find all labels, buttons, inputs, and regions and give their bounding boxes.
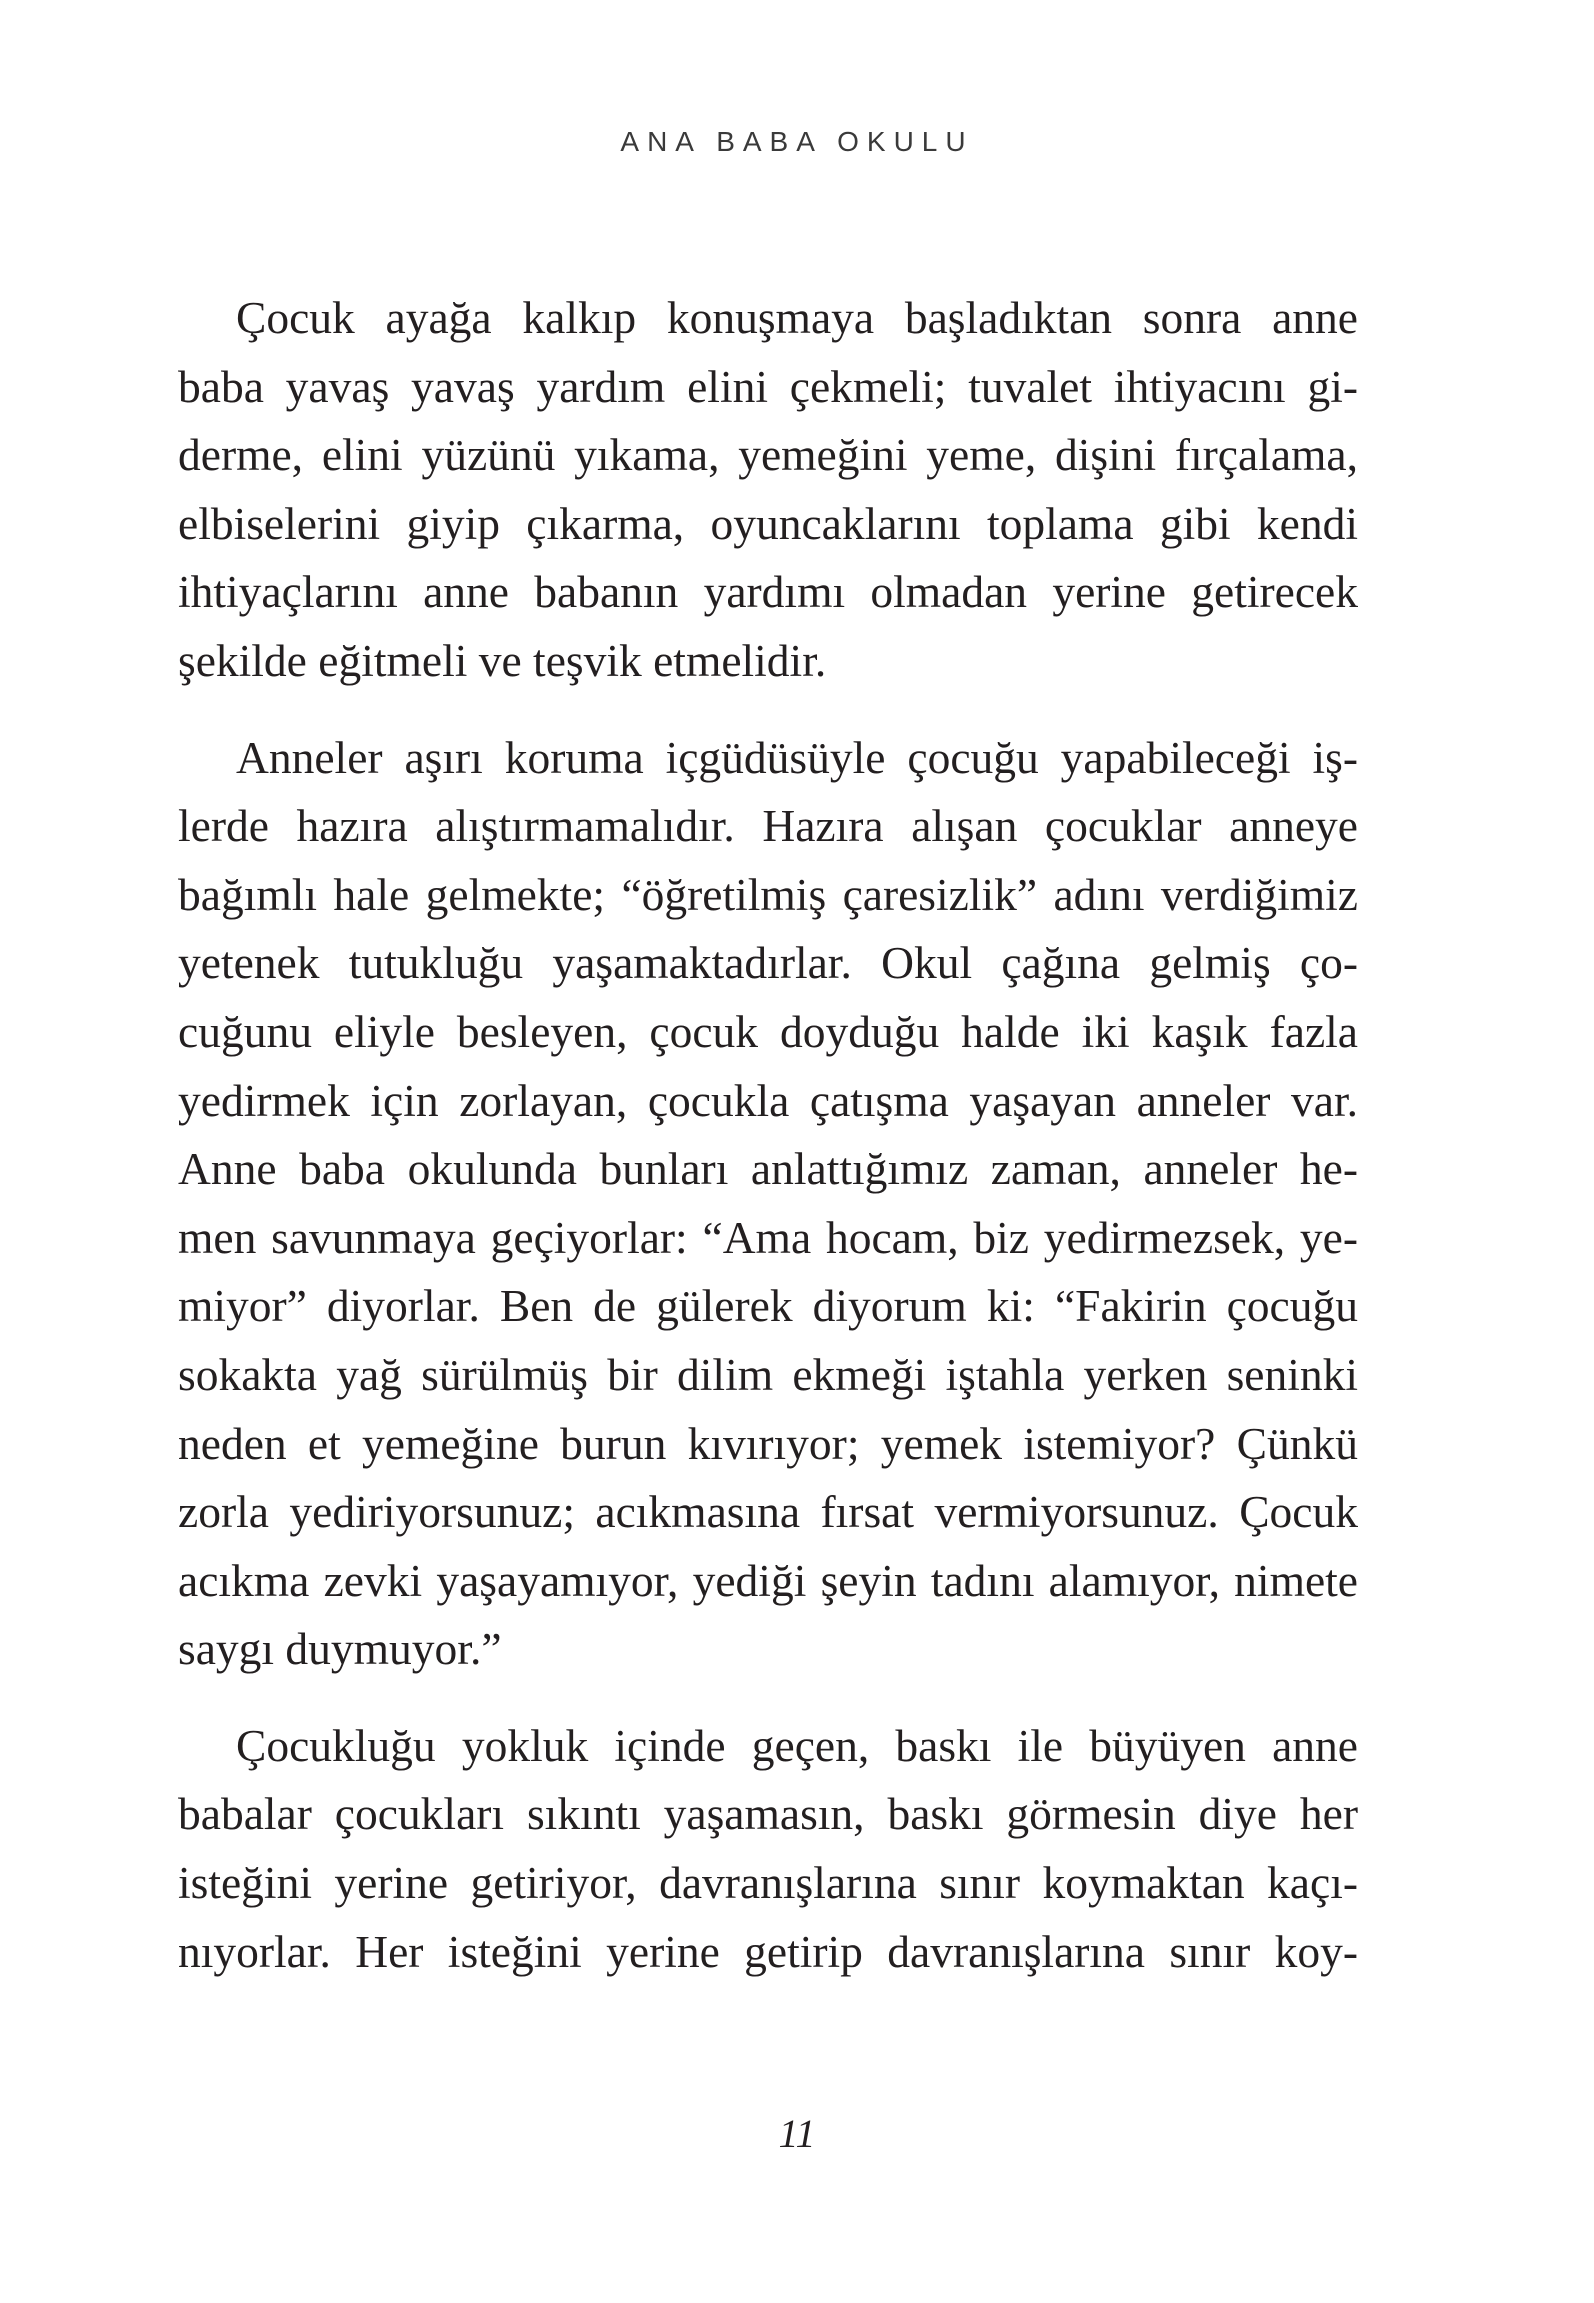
text-line: bağımlı hale gelmekte; “öğretilmiş çaresizlik” adını verdiğimiz [178,868,1358,920]
text-line: saygı duymuyor.” [178,1623,502,1675]
text-line: Anneler aşırı koruma içgüdüsüyle çocuğu yapabileceği iş- [236,731,1358,783]
text-line: baba yavaş yavaş yardım elini çekmeli; tuvalet ihtiyacını gi- [178,360,1358,412]
paragraph-1 [178,284,1358,696]
running-header: ANA BABA OKULU [620,126,974,157]
text-line: derme, elini yüzünü yıkama, yemeğini yeme, dişini fırçalama, [178,429,1358,481]
text-line: isteğini yerine getiriyor, davranışlarına sınır koymaktan kaçı- [178,1857,1358,1909]
text-line: acıkma zevki yaşayamıyor, yediği şeyin tadını alamıyor, nimete [178,1554,1358,1606]
text-line: sokakta yağ sürülmüş bir dilim ekmeği iştahla yerken seninki [178,1348,1358,1400]
text-line: nıyorlar. Her isteğini yerine getirip davranışlarına sınır koy- [178,1925,1358,1977]
text-line: yetenek tutukluğu yaşamaktadırlar. Okul çağına gelmiş ço- [178,937,1358,989]
text-line: miyor” diyorlar. Ben de gülerek diyorum ki: “Fakirin çocuğu [178,1280,1358,1332]
text-line: men savunmaya geçiyorlar: “Ama hocam, biz yedirmezsek, ye- [178,1211,1358,1263]
text-line: lerde hazıra alıştırmamalıdır. Hazıra alışan çocuklar anneye [178,800,1358,852]
page-number: 11 [778,2111,816,2156]
text-line: Çocuk ayağa kalkıp konuşmaya başladıktan sonra anne [236,292,1358,343]
paragraph-2 [178,724,1358,1684]
text-line: şekilde eğitmeli ve teşvik etmelidir. [178,634,827,686]
text-line: elbiselerini giyip çıkarma, oyuncaklarını toplama gibi kendi [178,497,1358,549]
text-line: zorla yediriyorsunuz; acıkmasına fırsat vermiyorsunuz. Çocuk [178,1486,1358,1538]
text-line: Anne baba okulunda bunları anlattığımız zaman, anneler he- [178,1143,1358,1195]
text-line: ihtiyaçlarını anne babanın yardımı olmadan yerine getirecek [178,566,1358,618]
text-line: cuğunu eliyle besleyen, çocuk doyduğu halde iki kaşık fazla [178,1005,1358,1057]
text-line: babalar çocukları sıkıntı yaşamasın, baskı görmesin diye her [178,1788,1358,1840]
text-line: neden et yemeğine burun kıvırıyor; yemek istemiyor? Çünkü [178,1417,1358,1469]
body-text [178,284,1358,1986]
text-line: yedirmek için zorlayan, çocukla çatışma yaşayan anneler var. [178,1074,1358,1126]
text-line: Çocukluğu yokluk içinde geçen, baskı ile büyüyen anne [236,1719,1358,1771]
paragraph-3 [178,1712,1358,1986]
